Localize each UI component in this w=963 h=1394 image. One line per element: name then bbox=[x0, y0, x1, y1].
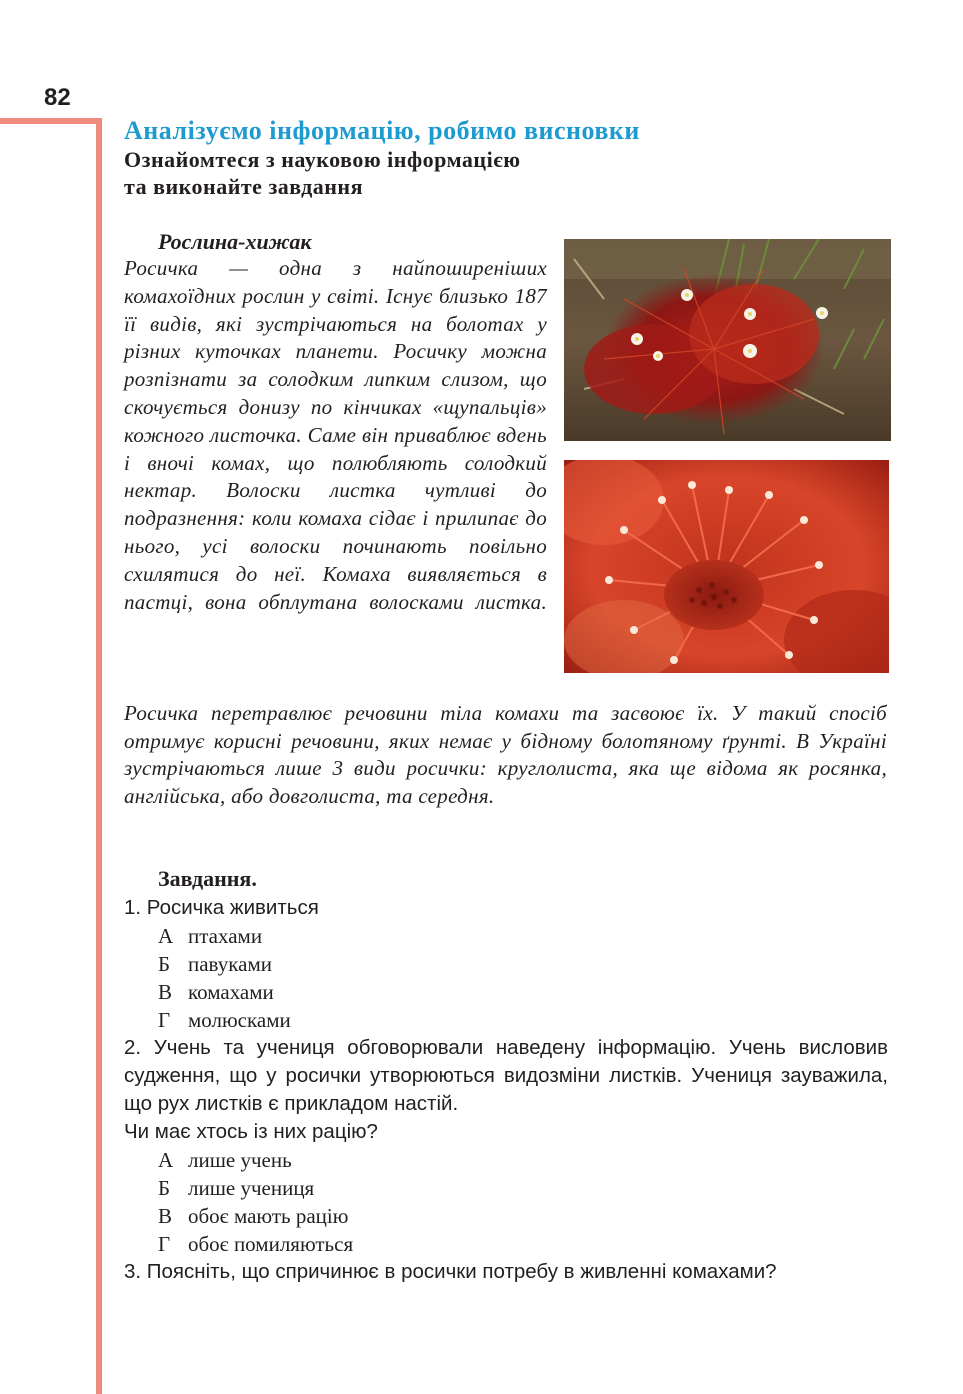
q1-option-c bbox=[124, 978, 888, 1006]
option-letter: В bbox=[158, 1204, 173, 1228]
option-text: обоє мають рацію bbox=[188, 1204, 349, 1228]
q2-option-d bbox=[124, 1230, 888, 1258]
option-text: лише учениця bbox=[188, 1176, 315, 1200]
article-title: Рослина-хижак bbox=[158, 229, 312, 254]
option-text: обоє помиляються bbox=[188, 1232, 354, 1256]
option-letter: Б bbox=[158, 1176, 171, 1200]
question-3: 3. Поясніть, що спричинює в росички потребу в живленні комахами? bbox=[124, 1260, 777, 1283]
q1-option-d bbox=[124, 1006, 888, 1034]
article-text-narrow: Росичка — одна з найпоширеніших комахоїдних рослин у світі. Існує близько 187 її видів, які зустрічаються на болотах у різних куточках планети. Росичку можна розпізнати за солодким липким слизом, що скочується донизу по кінчиках «щупальців» кожного листочка. Саме він приваблює вдень і вночі комах, що полюбляють солодкий нектар. Волоски листка чутливі до подразнення: коли комаха сідає і прилипає до нього, усі волоски починають повільно схилятися до неї. Комаха виявляється в пастці, вона обплутана волосками листка. bbox=[124, 256, 547, 614]
option-letter: Б bbox=[158, 952, 171, 976]
sundew-leaf-closeup-photo bbox=[564, 460, 889, 673]
option-letter: А bbox=[158, 1148, 174, 1172]
margin-rule-horizontal bbox=[0, 118, 102, 124]
q2-option-b bbox=[124, 1174, 888, 1202]
option-letter: Г bbox=[158, 1232, 171, 1256]
question-2: 2. Учень та учениця обговорювали наведену інформацію. Учень висловив судження, що у росички утворюються видозміни листків. Учениця зауважила, що рух листків є прикладом настій. bbox=[124, 1036, 888, 1115]
section-subtitle bbox=[124, 146, 684, 200]
q2-option-a bbox=[124, 1146, 888, 1174]
option-text: комахами bbox=[188, 980, 274, 1004]
option-letter: Г bbox=[158, 1008, 171, 1032]
sundew-plant-photo bbox=[564, 239, 891, 441]
section-title: Аналізуємо інформацію, робимо висновки bbox=[124, 116, 640, 145]
tasks-title: Завдання. bbox=[158, 866, 257, 891]
page-number: 82 bbox=[44, 84, 71, 111]
article-text-wide: Росичка перетравлює речовини тіла комахи та засвоює їх. У такий спосіб отримує корисні речовини, яких немає у бідному болотяному ґрунті. В Україні зустрічаються лише 3 види росички: круглолиста, яка ще відома як росянка, англійська, або довголиста, та середня. bbox=[124, 701, 887, 808]
q1-option-a bbox=[124, 922, 888, 950]
option-text: птахами bbox=[188, 924, 263, 948]
option-text: павуками bbox=[188, 952, 272, 976]
q1-option-b bbox=[124, 950, 888, 978]
question-2-prompt: Чи має хтось із них рацію? bbox=[124, 1120, 378, 1143]
option-text: лише учень bbox=[188, 1148, 292, 1172]
q2-option-c bbox=[124, 1202, 888, 1230]
margin-rule-vertical bbox=[96, 118, 102, 1394]
tasks-list bbox=[124, 894, 888, 1286]
option-letter: В bbox=[158, 980, 173, 1004]
section-subtitle-line1: Ознайомтеся з науковою інформацією bbox=[124, 147, 521, 172]
option-text: молюсками bbox=[188, 1008, 291, 1032]
section-subtitle-line2: та виконайте завдання bbox=[124, 174, 363, 199]
question-1: 1. Росичка живиться bbox=[124, 896, 319, 919]
option-letter: А bbox=[158, 924, 174, 948]
